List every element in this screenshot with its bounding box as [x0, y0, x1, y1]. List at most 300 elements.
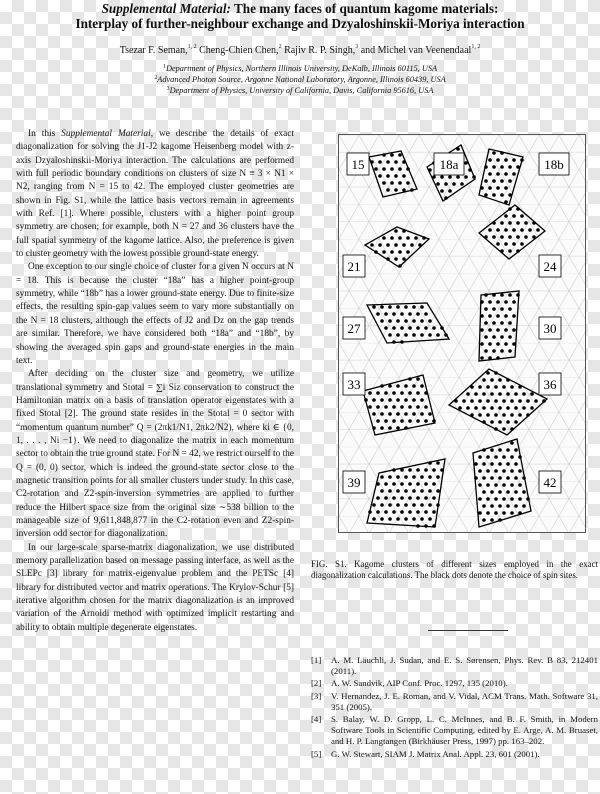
cluster-label: 39 [347, 475, 361, 490]
spin-site-dot [500, 293, 504, 297]
spin-site-dot [474, 406, 478, 410]
spin-site-dot [490, 448, 494, 452]
reference-item [311, 749, 598, 760]
spin-site-dot [396, 503, 400, 507]
spin-site-dot [382, 153, 386, 157]
spin-site-dot [488, 342, 492, 346]
spin-site-dot [404, 489, 408, 493]
spin-site-dot [384, 496, 388, 500]
spin-site-dot [498, 448, 502, 452]
spin-site-dot [400, 419, 404, 423]
spin-site-dot [526, 497, 530, 501]
spin-site-dot [394, 188, 398, 192]
affiliation [0, 85, 600, 96]
spin-site-dot [394, 243, 398, 247]
spin-site-dot [384, 510, 388, 514]
spin-site-dot [396, 517, 400, 521]
spin-site-dot [470, 413, 474, 417]
spin-site-dot [374, 250, 378, 254]
cluster-label: 36 [543, 377, 557, 392]
spin-site-dot [416, 312, 420, 316]
spin-site-dot [440, 468, 444, 472]
cluster-label: 33 [347, 377, 361, 392]
affiliation [0, 63, 600, 74]
spin-site-dot [536, 228, 540, 232]
spin-site-dot [522, 476, 526, 480]
spin-site-dot [518, 497, 522, 501]
cluster-label: 24 [543, 259, 557, 274]
spin-site-dot [392, 312, 396, 316]
spin-site-dot [496, 172, 500, 176]
spin-site-dot [372, 412, 376, 416]
spin-site-dot [428, 333, 432, 337]
spin-site-dot [388, 475, 392, 479]
spin-site-dot [370, 160, 374, 164]
spin-site-dot [512, 158, 516, 162]
spin-site-dot [448, 175, 452, 179]
spin-site-dot [432, 175, 436, 179]
spin-site-dot [510, 441, 514, 445]
spin-site-dot [530, 406, 534, 410]
spin-site-dot [504, 200, 508, 204]
spin-site-dot [388, 319, 392, 323]
spin-site-dot [424, 312, 428, 316]
spin-site-dot [468, 168, 472, 172]
reference-text: S. Balay, W. D. Gropp, L. C. McInnes, and B. F. Smith, in Modern Software Tools in Scientific Computing, edited by E. Arge, A. M. Bruaset, and H. P. Langtangen (Birkhäuser Press, 1997) pp. 163–202. [331, 714, 598, 747]
spin-site-dot [380, 517, 384, 521]
spin-site-dot [504, 172, 508, 176]
spin-site-dot [484, 179, 488, 183]
spin-site-dot [392, 391, 396, 395]
spin-site-dot [410, 243, 414, 247]
spin-site-dot [490, 462, 494, 466]
spin-site-dot [404, 517, 408, 521]
spin-site-dot [412, 384, 416, 388]
spin-site-dot [456, 147, 460, 151]
spin-site-dot [388, 426, 392, 430]
spin-site-dot [516, 165, 520, 169]
spin-site-dot [386, 257, 390, 261]
spin-site-dot [386, 160, 390, 164]
spin-site-dot [400, 312, 404, 316]
spin-site-dot [396, 384, 400, 388]
spin-site-dot [504, 242, 508, 246]
spin-site-dot [416, 524, 420, 528]
spin-site-dot [368, 405, 372, 409]
spin-site-dot [500, 249, 504, 253]
spin-site-dot [506, 490, 510, 494]
spin-site-dot [502, 497, 506, 501]
spin-site-dot [498, 504, 502, 508]
spin-site-dot [492, 193, 496, 197]
spin-site-dot [498, 476, 502, 480]
spin-site-dot [432, 468, 436, 472]
spin-site-dot [490, 378, 494, 382]
spin-site-dot [478, 413, 482, 417]
spin-site-dot [502, 469, 506, 473]
reference-item [311, 655, 598, 677]
spin-site-dot [400, 482, 404, 486]
spin-site-dot [424, 482, 428, 486]
spin-site-dot [386, 188, 390, 192]
spin-site-dot [376, 419, 380, 423]
spin-site-dot [380, 503, 384, 507]
spin-site-dot [504, 186, 508, 190]
spin-site-dot [508, 249, 512, 253]
spin-site-dot [400, 326, 404, 330]
spin-site-dot [522, 406, 526, 410]
spin-site-dot [490, 490, 494, 494]
spin-site-dot [386, 174, 390, 178]
spin-site-dot [432, 524, 436, 528]
spin-site-dot [500, 335, 504, 339]
spin-site-dot [428, 517, 432, 521]
spin-site-dot [482, 462, 486, 466]
spin-site-dot [406, 250, 410, 254]
spin-site-dot [498, 392, 502, 396]
spin-site-dot [372, 305, 376, 309]
spin-site-dot [416, 468, 420, 472]
spin-site-dot [424, 510, 428, 514]
spin-site-dot [494, 371, 498, 375]
spin-site-dot [384, 391, 388, 395]
spin-site-dot [492, 321, 496, 325]
spin-site-dot [474, 392, 478, 396]
spin-site-dot [496, 228, 500, 232]
spin-site-dot [522, 504, 526, 508]
spin-site-dot [420, 489, 424, 493]
spin-site-dot [508, 235, 512, 239]
spin-site-dot [514, 504, 518, 508]
spin-site-dot [408, 391, 412, 395]
paragraph-4: In our large-scale sparse-matrix diagonalization, we use distributed memory parallelization based on message passing interface, as well as the SLEPc [3] library for matrix-eigenvalue problem and the PETSc [4] library for distributed vector and matrix operations. The Krylov-Schur [5] iterative algorithm chosen for the matrix diagonalization is an improved variation of the Arnoldi method with optimized implicit restarting and ability to obtain multiple degenerate eigenstates. [16, 542, 294, 633]
spin-site-dot [534, 399, 538, 403]
spin-site-dot [478, 511, 482, 515]
spin-site-dot [478, 469, 482, 473]
spin-site-dot [394, 257, 398, 261]
spin-site-dot [502, 413, 506, 417]
spin-site-dot [512, 328, 516, 332]
spin-site-dot [420, 398, 424, 402]
spin-site-dot [494, 427, 498, 431]
spin-site-dot [456, 175, 460, 179]
spin-site-dot [404, 319, 408, 323]
spin-site-dot [392, 405, 396, 409]
spin-site-dot [408, 468, 412, 472]
spin-site-dot [392, 510, 396, 514]
spin-site-dot [482, 392, 486, 396]
spin-site-dot [384, 405, 388, 409]
spin-site-dot [402, 229, 406, 233]
spin-site-dot [396, 398, 400, 402]
spin-site-dot [492, 307, 496, 311]
affiliations [0, 63, 600, 96]
affiliation-sup: 2 [154, 75, 158, 81]
spin-site-dot [490, 406, 494, 410]
spin-site-dot [420, 475, 424, 479]
spin-site-dot [492, 293, 496, 297]
spin-site-dot [484, 321, 488, 325]
spin-site-dot [444, 196, 448, 200]
spin-site-dot [440, 189, 444, 193]
spin-site-dot [484, 349, 488, 353]
spin-site-dot [510, 511, 514, 515]
author-2-sup: 2 [278, 44, 282, 50]
affiliation-text: Advanced Photon Source, Argonne National Laboratory, Argonne, Illinois 60439, USA [157, 75, 446, 84]
spin-site-dot [512, 214, 516, 218]
spin-site-dot [420, 384, 424, 388]
spin-site-dot [398, 167, 402, 171]
spin-site-dot [402, 257, 406, 261]
spin-site-dot [424, 391, 428, 395]
spin-site-dot [380, 426, 384, 430]
spin-site-dot [380, 319, 384, 323]
spin-site-dot [412, 319, 416, 323]
spin-site-dot [482, 448, 486, 452]
spin-site-dot [376, 482, 380, 486]
spin-site-dot [420, 305, 424, 309]
spin-site-dot [390, 250, 394, 254]
reference-item [311, 714, 598, 748]
spin-site-dot [436, 182, 440, 186]
spin-site-dot [372, 398, 376, 402]
spin-site-dot [424, 326, 428, 330]
spin-site-dot [380, 384, 384, 388]
spin-site-dot [382, 167, 386, 171]
affiliation [0, 74, 600, 85]
spin-site-dot [508, 179, 512, 183]
spin-site-dot [478, 385, 482, 389]
spin-site-dot [524, 235, 528, 239]
spin-site-dot [520, 242, 524, 246]
spin-site-dot [490, 392, 494, 396]
spin-site-dot [510, 497, 514, 501]
spin-site-dot [500, 307, 504, 311]
figure-s1 [338, 134, 586, 533]
spin-site-dot [416, 510, 420, 514]
spin-site-dot [508, 207, 512, 211]
spin-site-dot [502, 427, 506, 431]
spin-site-dot [494, 483, 498, 487]
title-line-2: Interplay of further-neighbour exchange and Dzyaloshinskii-Moriya interaction [75, 16, 525, 31]
spin-site-dot [424, 419, 428, 423]
spin-site-dot [402, 188, 406, 192]
spin-site-dot [436, 333, 440, 337]
cluster-label: 30 [543, 321, 557, 336]
spin-site-dot [390, 153, 394, 157]
spin-site-dot [486, 385, 490, 389]
spin-site-dot [486, 483, 490, 487]
spin-site-dot [406, 181, 410, 185]
spin-site-dot [502, 511, 506, 515]
spin-site-dot [528, 228, 532, 232]
p1-rest: , we describe the details of exact diagonalization for solving the J1-J2 kagome Heisenberg model with z-axis Dzyaloshinskii-Moriya interaction. The calculations are performed with full periodic boundary conditions on clusters of size N ≡ 3 × N1 × N2, ranging from N = 15 to 42. The employed cluster geometries are shown in Fig. S1, while the lattice basis vectors remain in agreements with Ref. [1]. Where possible, clusters with a higher point group symmetry are chosen; for example, both N = 27 and 36 clusters have the full spatial symmetry of the kagome lattice. Also, the preference is given to cluster geometry with the lowest possible ground-state energy. [16, 129, 294, 260]
spin-site-dot [398, 264, 402, 268]
spin-site-dot [480, 356, 484, 360]
spin-site-dot [458, 406, 462, 410]
spin-site-dot [412, 489, 416, 493]
author-3: Rajiv R. P. Singh, [284, 45, 356, 56]
spin-site-dot [474, 476, 478, 480]
spin-site-dot [452, 182, 456, 186]
spin-site-dot [518, 511, 522, 515]
spin-site-dot [418, 243, 422, 247]
spin-site-dot [518, 399, 522, 403]
spin-site-dot [512, 300, 516, 304]
reference-text: G. W. Stewart, SIAM J. Matrix Anal. Appl. 23, 601 (2001). [331, 748, 540, 759]
spin-site-dot [492, 349, 496, 353]
spin-site-dot [498, 490, 502, 494]
spin-site-dot [436, 461, 440, 465]
spin-site-dot [396, 333, 400, 337]
spin-site-dot [396, 475, 400, 479]
spin-site-dot [370, 243, 374, 247]
title-rest: The many faces of quantum kagome materials: [233, 1, 499, 16]
spin-site-dot [404, 426, 408, 430]
spin-site-dot [506, 504, 510, 508]
spin-site-dot [510, 385, 514, 389]
spin-site-dot [398, 181, 402, 185]
spin-site-dot [470, 399, 474, 403]
cluster-label: 42 [543, 475, 557, 490]
spin-site-dot [530, 392, 534, 396]
spin-site-dot [486, 413, 490, 417]
spin-site-dot [494, 455, 498, 459]
spin-site-dot [378, 160, 382, 164]
spin-site-dot [518, 483, 522, 487]
cluster-label: 15 [351, 157, 365, 172]
spin-site-dot [396, 489, 400, 493]
spin-site-dot [428, 412, 432, 416]
spin-site-dot [396, 412, 400, 416]
spin-site-dot [404, 333, 408, 337]
spin-site-dot [490, 476, 494, 480]
spin-site-dot [494, 385, 498, 389]
spin-site-dot [420, 319, 424, 323]
spin-site-dot [412, 333, 416, 337]
spin-site-dot [478, 455, 482, 459]
spin-site-dot [408, 312, 412, 316]
spin-site-dot [422, 236, 426, 240]
spin-site-dot [522, 392, 526, 396]
spin-site-dot [514, 448, 518, 452]
spin-site-dot [498, 462, 502, 466]
spin-site-dot [400, 496, 404, 500]
spin-site-dot [496, 356, 500, 360]
affiliation-text: Department of Physics, University of California, Davis, California 95616, USA [169, 86, 434, 95]
reference-text: V. Hernandez, J. E. Roman, and V. Vidal, ACM Trans. Math. Software 31, 351 (2005). [331, 690, 598, 712]
spin-site-dot [416, 326, 420, 330]
spin-site-dot [510, 413, 514, 417]
spin-site-dot [494, 511, 498, 515]
spin-site-dot [408, 405, 412, 409]
spin-site-dot [486, 399, 490, 403]
spin-site-dot [428, 503, 432, 507]
spin-site-dot [396, 319, 400, 323]
spin-site-dot [506, 378, 510, 382]
spin-site-dot [484, 235, 488, 239]
spin-site-dot [424, 468, 428, 472]
affiliation-text: Department of Physics, Northern Illinois University, DeKalb, Illinois 60115, USA [165, 64, 438, 73]
spin-site-dot [486, 511, 490, 515]
spin-site-dot [436, 475, 440, 479]
spin-site-dot [482, 476, 486, 480]
spin-site-dot [526, 413, 530, 417]
spin-site-dot [408, 326, 412, 330]
spin-site-dot [488, 172, 492, 176]
cluster-label: 18a [439, 157, 459, 172]
spin-site-dot [508, 307, 512, 311]
spin-site-dot [444, 182, 448, 186]
spin-site-dot [484, 335, 488, 339]
spin-site-dot [514, 392, 518, 396]
spin-site-dot [454, 399, 458, 403]
spin-site-dot [390, 181, 394, 185]
spin-site-dot [402, 160, 406, 164]
reference-text: A. W. Sandvik, AIP Conf. Proc. 1297, 135 (2010). [331, 678, 508, 689]
cluster-label: 21 [347, 259, 361, 274]
spin-site-dot [500, 221, 504, 225]
spin-site-dot [496, 314, 500, 318]
figure-caption: FIG. S1. Kagome clusters of different sizes employed in the exact diagonalization calculations. The black dots denote the choice of spin sites. [311, 559, 598, 580]
paragraph-2: One exception to our single choice of cluster for a given N occurs at N = 18. This is because the cluster “18a” has a higher point-group symmetry, while “18b” has a lower ground-state energy. Due to finite-size effects, the resulting spin-gap values seem to vary more substantially on the N = 18 clusters, although the effects of J2 and Dz on the gap trends are similar. Therefore, we have considered both “18a” and “18b”, by showing the averaged spin gaps and ground-state energies in the main text. [16, 262, 294, 366]
spin-site-dot [510, 399, 514, 403]
spin-site-dot [480, 328, 484, 332]
spin-site-dot [406, 236, 410, 240]
spin-site-dot [508, 293, 512, 297]
reference-number: [1] [311, 655, 322, 665]
spin-site-dot [408, 419, 412, 423]
spin-site-dot [532, 221, 536, 225]
spin-site-dot [410, 188, 414, 192]
spin-site-dot [396, 305, 400, 309]
spin-site-dot [488, 158, 492, 162]
spin-site-dot [416, 419, 420, 423]
spin-site-dot [416, 391, 420, 395]
spin-site-dot [428, 475, 432, 479]
spin-site-dot [412, 517, 416, 521]
spin-site-dot [514, 490, 518, 494]
spin-site-dot [402, 174, 406, 178]
spin-site-dot [372, 517, 376, 521]
spin-site-dot [404, 503, 408, 507]
spin-site-dot [492, 165, 496, 169]
spin-site-dot [510, 427, 514, 431]
spin-site-dot [482, 420, 486, 424]
spin-site-dot [372, 503, 376, 507]
spin-site-dot [432, 496, 436, 500]
spin-site-dot [510, 455, 514, 459]
spin-site-dot [440, 175, 444, 179]
spin-site-dot [444, 333, 448, 337]
spin-site-dot [380, 398, 384, 402]
spin-site-dot [500, 165, 504, 169]
spin-site-dot [480, 342, 484, 346]
paragraph-1 [16, 128, 294, 261]
spin-site-dot [498, 378, 502, 382]
author-2: Cheng-Chien Chen, [199, 45, 279, 56]
spin-site-dot [388, 517, 392, 521]
spin-site-dot [424, 496, 428, 500]
spin-site-dot [502, 483, 506, 487]
author-1: Tsezar F. Seman, [119, 45, 188, 56]
paper-title [0, 1, 600, 31]
spin-site-dot [500, 151, 504, 155]
spin-site-dot [368, 391, 372, 395]
spin-site-dot [484, 165, 488, 169]
spin-site-dot [376, 496, 380, 500]
spin-site-dot [432, 510, 436, 514]
